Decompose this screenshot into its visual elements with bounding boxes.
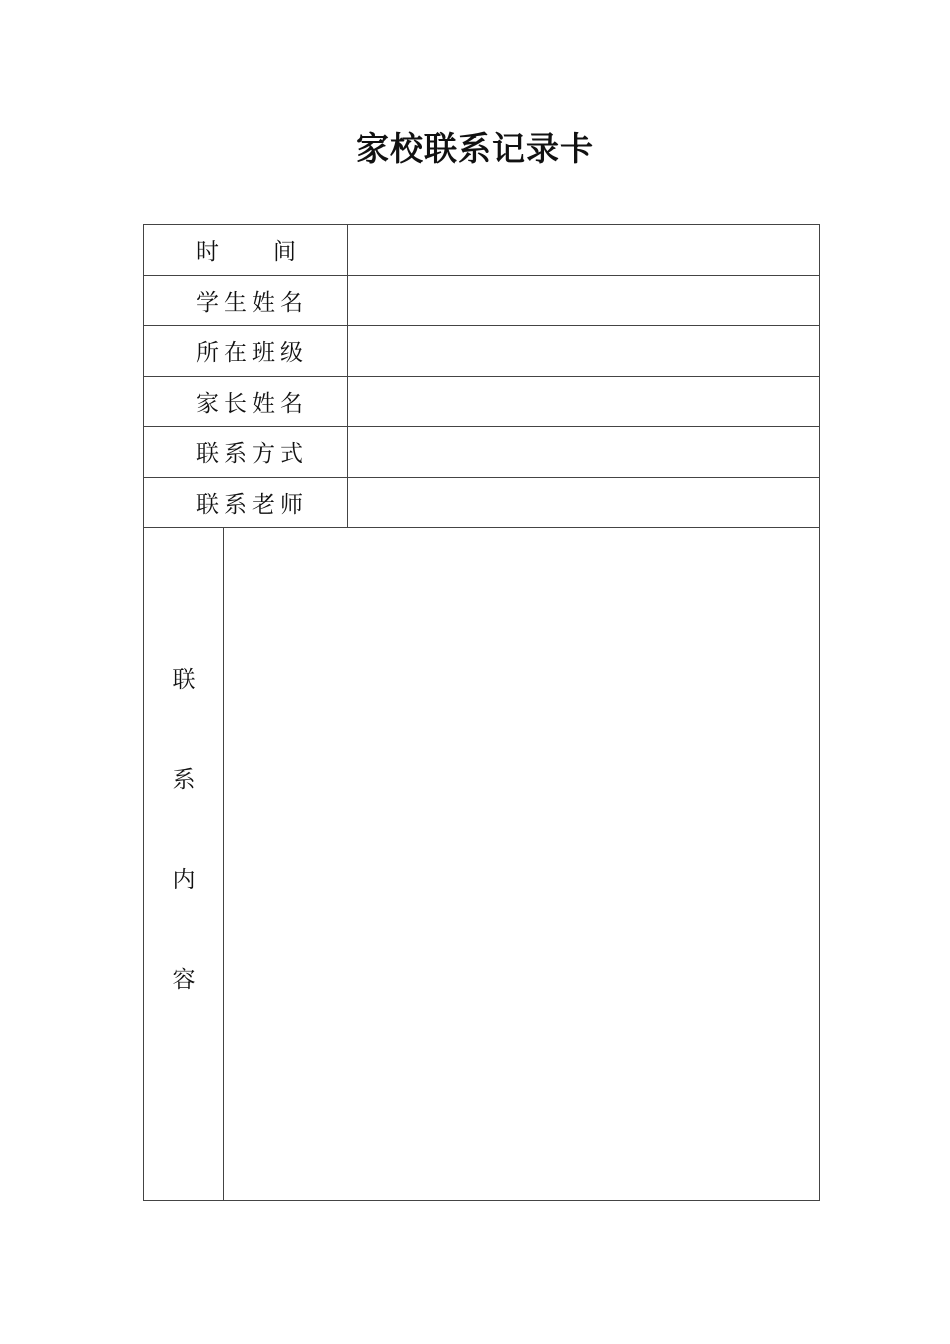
value-contact-method[interactable] <box>348 427 820 478</box>
label-student-name: 学生姓名 <box>144 275 348 326</box>
label-contact-method: 联系方式 <box>144 427 348 478</box>
content-label-char: 联 <box>172 667 196 693</box>
label-contact-content <box>144 528 224 1201</box>
page-title: 家校联系记录卡 <box>356 129 594 168</box>
value-time[interactable] <box>348 225 820 276</box>
row-contact-method <box>144 427 820 478</box>
label-time: 时 间 <box>144 225 348 276</box>
content-label-char: 内 <box>172 867 196 893</box>
row-contact-teacher <box>144 477 820 528</box>
value-contact-teacher[interactable] <box>348 477 820 528</box>
value-contact-content[interactable] <box>224 528 820 1201</box>
label-class: 所在班级 <box>144 326 348 377</box>
content-label-char: 系 <box>172 767 196 793</box>
value-class[interactable] <box>348 326 820 377</box>
value-student-name[interactable] <box>348 275 820 326</box>
value-parent-name[interactable] <box>348 376 820 427</box>
contact-record-table <box>143 224 820 1201</box>
label-contact-teacher: 联系老师 <box>144 477 348 528</box>
row-parent-name <box>144 376 820 427</box>
row-contact-content <box>144 528 820 1201</box>
label-parent-name: 家长姓名 <box>144 376 348 427</box>
row-class <box>144 326 820 377</box>
content-label-char: 容 <box>172 967 196 993</box>
row-time <box>144 225 820 276</box>
row-student-name <box>144 275 820 326</box>
